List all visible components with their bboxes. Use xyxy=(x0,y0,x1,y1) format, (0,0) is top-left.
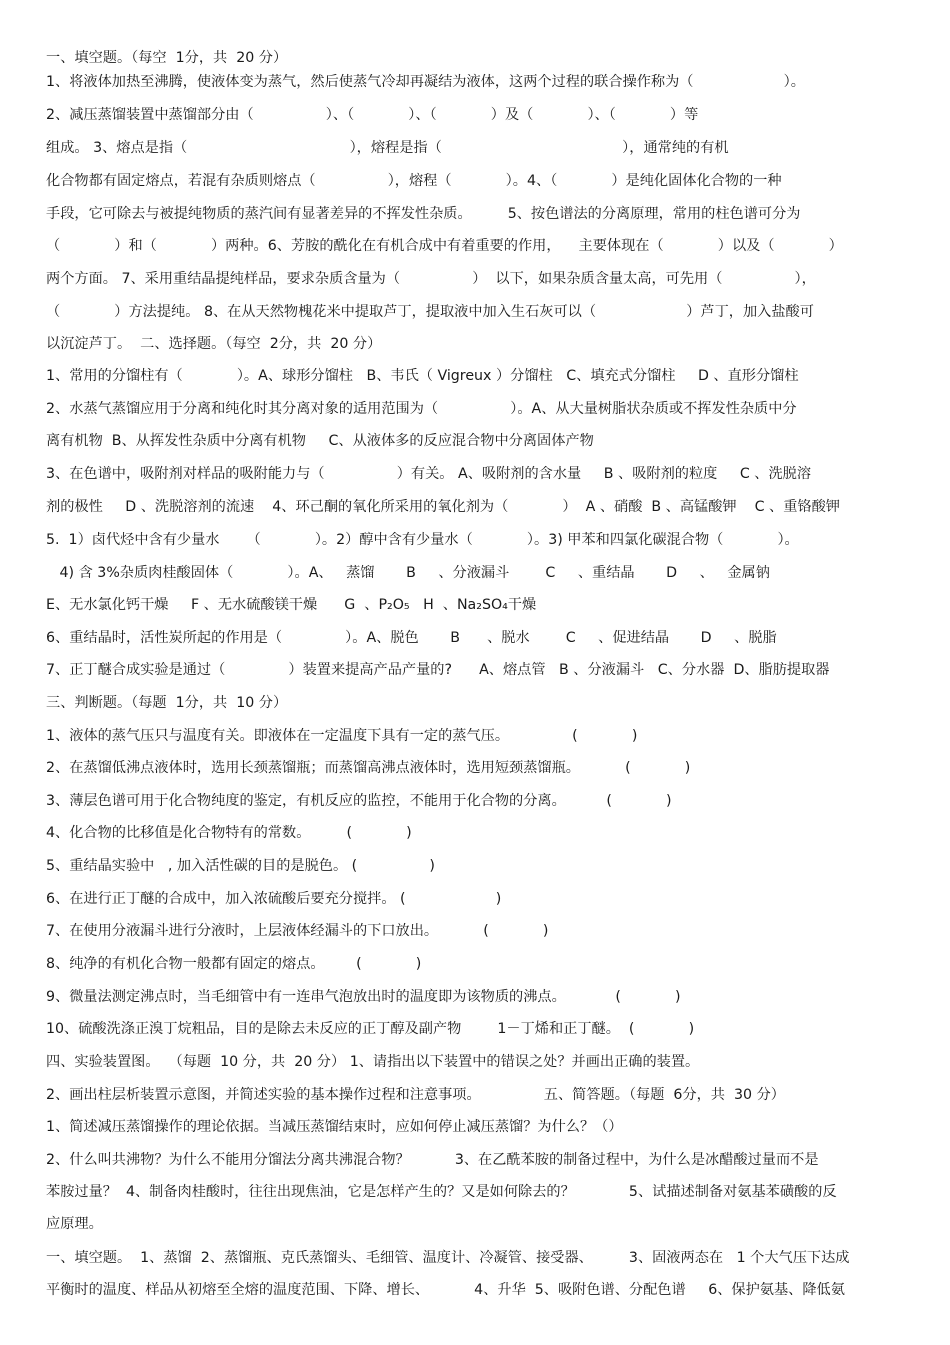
text-line: 离有机物 B、从挥发性杂质中分离有机物 C、从液体多的反应混合物中分离固体产物 xyxy=(46,433,594,449)
text-line: 6、重结晶时，活性炭所起的作用是（ ）。A、脱色 B 、脱水 C 、促进结晶 D 、脱脂 xyxy=(46,630,777,646)
text-line: 1、液体的蒸气压只与温度有关。即液体在一定温度下具有一定的蒸气压。 ( ) xyxy=(46,728,638,744)
text-line: 1、简述减压蒸馏操作的理论依据。当减压蒸馏结束时，应如何停止减压蒸馏？为什么？（） xyxy=(46,1119,623,1135)
text-line: 7、在使用分液漏斗进行分液时，上层液体经漏斗的下口放出。 ( ) xyxy=(46,923,549,939)
text-line: 9、微量法测定沸点时，当毛细管中有一连串气泡放出时的温度即为该物质的沸点。 ( ) xyxy=(46,989,681,1005)
text-line: 应原理。 xyxy=(46,1216,103,1232)
text-line: 4、化合物的比移值是化合物特有的常数。 ( ) xyxy=(46,825,412,841)
text-line: 以沉淀芦丁。 二、选择题。（每空 2分，共 20 分） xyxy=(46,336,382,352)
text-line: 化合物都有固定熔点，若混有杂质则熔点（ ），熔程（ ）。4、（ ）是纯化固体化合物的一种 xyxy=(46,173,782,189)
text-line: 4) 含 3%杂质肉桂酸固体（ ）。A、 蒸馏 B 、分液漏斗 C 、重结晶 D 、 金属钠 xyxy=(46,565,770,581)
text-line: 2、水蒸气蒸馏应用于分离和纯化时其分离对象的适用范围为（ ）。A、从大量树脂状杂质或不挥发性杂质中分 xyxy=(46,401,797,417)
text-line: 2、在蒸馏低沸点液体时，选用长颈蒸馏瓶；而蒸馏高沸点液体时，选用短颈蒸馏瓶。 ( ) xyxy=(46,760,691,776)
text-line: （ ）和（ ）两种。6、芳胺的酰化在有机合成中有着重要的作用， 主要体现在（ ）以及（ ） xyxy=(46,238,843,254)
text-line: 8、纯净的有机化合物一般都有固定的熔点。 ( ) xyxy=(46,956,422,972)
text-line: 3、薄层色谱可用于化合物纯度的鉴定，有机反应的监控，不能用于化合物的分离。 ( ) xyxy=(46,793,672,809)
text-line: 一、填空题。（每空 1分，共 20 分） xyxy=(46,50,288,66)
text-line: 一、填空题。 1、蒸馏 2、蒸馏瓶、克氏蒸馏头、毛细管、温度计、冷凝管、接受器、 3、固液两态在 1 个大气压下达成 xyxy=(46,1250,850,1266)
text-line: 3、在色谱中，吸附剂对样品的吸附能力与（ ）有关。 A、吸附剂的含水量 B 、吸附剂的粒度 C 、洗脱溶 xyxy=(46,466,812,482)
text-line: 5. 1）卤代烃中含有少量水 （ ）。2）醇中含有少量水（ ）。3) 甲苯和四氯化碳混合物（ ）。 xyxy=(46,532,799,548)
text-line: 10、硫酸洗涤正溴丁烷粗品，目的是除去未反应的正丁醇及副产物 1－丁烯和正丁醚。 ( ) xyxy=(46,1021,695,1037)
text-line: 组成。 3、熔点是指（ ），熔程是指（ ），通常纯的有机 xyxy=(46,140,729,156)
text-line: 2、画出柱层析装置示意图，并简述实验的基本操作过程和注意事项。 五、简答题。（每题 6分，共 30 分） xyxy=(46,1087,785,1103)
text-line: 6、在进行正丁醚的合成中，加入浓硫酸后要充分搅拌。 ( ) xyxy=(46,891,502,907)
text-line: 两个方面。 7、采用重结晶提纯样品，要求杂质含量为（ ） 以下，如果杂质含量太高，可先用（ ）， xyxy=(46,271,816,287)
text-line: 平衡时的温度、样品从初熔至全熔的温度范围、下降、增长、 4、升华 5、吸附色谱、分配色谱 6、保护氨基、降低氨 xyxy=(46,1282,845,1298)
text-line: 四、实验装置图。 （每题 10 分，共 20 分） 1、请指出以下装置中的错误之处？并画出正确的装置。 xyxy=(46,1054,700,1070)
text-line: 7、正丁醚合成实验是通过（ ）装置来提高产品产量的? A、熔点管 B 、分液漏斗 C、分水器 D、脂肪提取器 xyxy=(46,662,830,678)
text-line: 1、将液体加热至沸腾，使液体变为蒸气，然后使蒸气冷却再凝结为液体，这两个过程的联合操作称为（ ）。 xyxy=(46,74,805,90)
text-line: 苯胺过量？ 4、制备肉桂酸时，往往出现焦油，它是怎样产生的？又是如何除去的？ 5、试描述制备对氨基苯磺酸的反 xyxy=(46,1184,837,1200)
text-line: 剂的极性 D 、洗脱溶剂的流速 4、环己酮的氧化所采用的氧化剂为（ ） A 、硝酸 B 、高锰酸钾 C 、重铬酸钾 xyxy=(46,499,840,515)
text-line: 5、重结晶实验中 , 加入活性碳的目的是脱色。 ( ) xyxy=(46,858,435,874)
text-line: E、无水氯化钙干燥 F 、无水硫酸镁干燥 G 、P₂O₅ H 、Na₂SO₄干燥 xyxy=(46,597,537,613)
text-line: （ ）方法提纯。 8、在从天然物槐花米中提取芦丁，提取液中加入生石灰可以（ ）芦丁，加入盐酸可 xyxy=(46,304,814,320)
text-line: 2、什么叫共沸物？为什么不能用分馏法分离共沸混合物？ 3、在乙酰苯胺的制备过程中，为什么是冰醋酸过量而不是 xyxy=(46,1152,819,1168)
text-line: 手段，它可除去与被提纯物质的蒸汽间有显著差异的不挥发性杂质。 5、按色谱法的分离原理，常用的柱色谱可分为 xyxy=(46,206,801,222)
text-line: 1、常用的分馏柱有（ ）。A、球形分馏柱 B、韦氏（ Vigreux ）分馏柱 C、填充式分馏柱 D 、直形分馏柱 xyxy=(46,368,799,384)
text-line: 2、减压蒸馏装置中蒸馏部分由（ ）、（ ）、（ ）及（ ）、（ ）等 xyxy=(46,107,699,123)
text-line: 三、判断题。（每题 1分，共 10 分） xyxy=(46,695,288,711)
